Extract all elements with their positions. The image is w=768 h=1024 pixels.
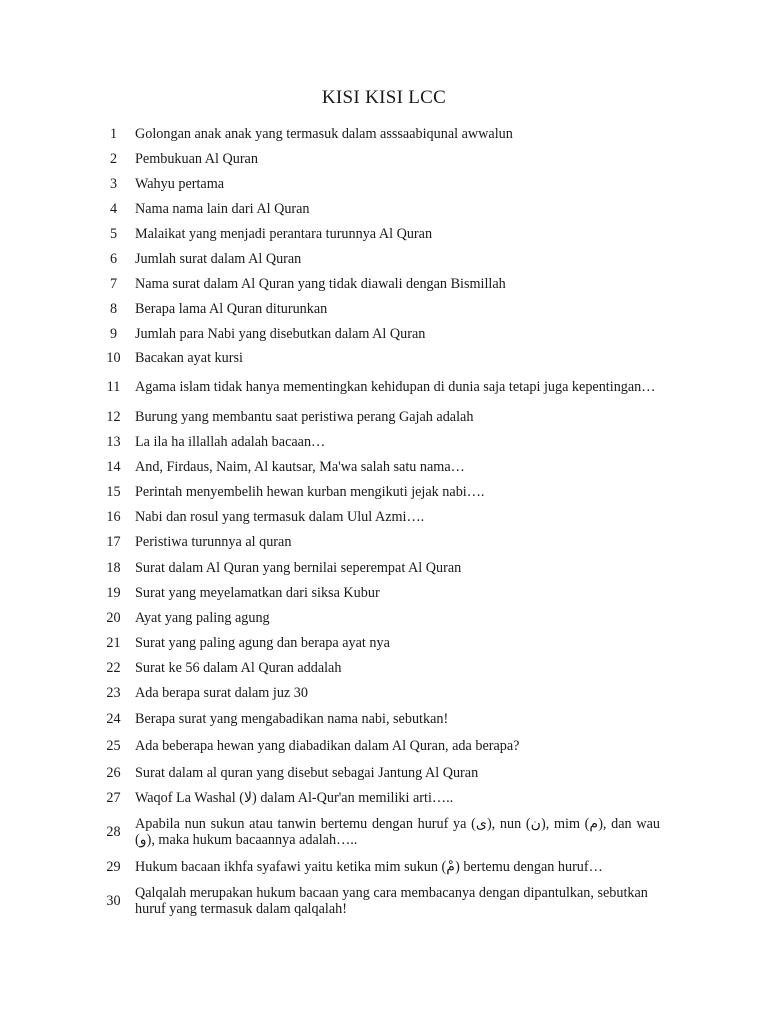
list-item — [92, 454, 660, 479]
list-item — [92, 705, 660, 732]
page-title: KISI KISI LCC — [321, 87, 447, 108]
list-item — [92, 555, 660, 580]
list-item — [92, 504, 660, 529]
item-text: Qalqalah merupakan hukum bacaan yang cara membacanya dengan dipantulkan, sebutkan huruf yang termasuk dalam qalqalah! — [135, 885, 648, 917]
list-item — [92, 529, 660, 555]
list-item — [92, 853, 660, 881]
item-number: 28 — [106, 823, 121, 840]
item-text: Waqof La Washal (لا) dalam Al-Qur'an memiliki arti….. — [135, 789, 454, 806]
item-number: 18 — [106, 559, 121, 576]
list-item — [92, 346, 660, 370]
list-item — [92, 479, 660, 504]
list-item — [92, 655, 660, 680]
item-text: Ada berapa surat dalam juz 30 — [135, 684, 308, 701]
item-text: Ada beberapa hewan yang diabadikan dalam Al Quran, ada berapa? — [135, 738, 520, 754]
item-number: 26 — [106, 764, 121, 781]
item-number: 15 — [106, 483, 121, 500]
item-number: 10 — [106, 350, 121, 366]
item-number: 22 — [106, 659, 121, 676]
item-text: Nama surat dalam Al Quran yang tidak diawali dengan Bismillah — [135, 275, 506, 292]
item-number: 21 — [106, 634, 121, 651]
item-text: Surat yang paling agung dan berapa ayat nya — [135, 634, 390, 651]
item-text: Burung yang membantu saat peristiwa perang Gajah adalah — [135, 408, 474, 425]
item-number: 2 — [109, 150, 118, 167]
item-number: 11 — [106, 379, 121, 395]
item-text: Pembukuan Al Quran — [135, 150, 258, 167]
item-number: 12 — [106, 408, 121, 425]
item-number: 23 — [106, 684, 121, 701]
list-item — [92, 196, 660, 221]
item-number: 20 — [106, 609, 121, 626]
item-number: 24 — [106, 710, 121, 727]
list-item — [92, 321, 660, 346]
item-text: Apabila nun sukun atau tanwin bertemu dengan huruf ya (ى), nun (ن), mim (م), dan wau (و), maka hukum bacaannya adalah….. — [135, 815, 660, 848]
list-item — [92, 271, 660, 296]
item-number: 19 — [106, 584, 121, 601]
item-text: Nama nama lain dari Al Quran — [135, 200, 310, 217]
item-text: Jumlah surat dalam Al Quran — [135, 250, 302, 267]
question-list — [92, 121, 660, 921]
item-number: 29 — [106, 859, 121, 875]
item-text: Perintah menyembelih hewan kurban mengikuti jejak nabi…. — [135, 483, 485, 500]
item-number: 1 — [109, 125, 118, 142]
list-item — [92, 146, 660, 171]
item-text: Bacakan ayat kursi — [135, 350, 243, 366]
list-item — [92, 785, 660, 810]
item-text: Malaikat yang menjadi perantara turunnya Al Quran — [135, 225, 433, 242]
list-item — [92, 404, 660, 429]
list-item — [92, 732, 660, 760]
list-item — [92, 296, 660, 321]
list-item — [92, 171, 660, 196]
list-item — [92, 810, 660, 853]
list-item — [92, 630, 660, 655]
item-number: 6 — [109, 250, 118, 267]
item-text: Hukum bacaan ikhfa syafawi yaitu ketika mim sukun (مْ) bertemu dengan huruf… — [135, 859, 603, 875]
item-number: 25 — [106, 738, 121, 754]
item-number: 7 — [109, 275, 118, 292]
list-item — [92, 121, 660, 146]
list-item — [92, 605, 660, 630]
item-number: 17 — [106, 534, 121, 550]
item-number: 13 — [106, 433, 121, 450]
list-item — [92, 370, 660, 404]
item-number: 3 — [109, 175, 118, 192]
item-text: Agama islam tidak hanya mementingkan kehidupan di dunia saja tetapi juga kepentingan… — [135, 379, 656, 395]
item-number: 8 — [109, 300, 118, 317]
list-item — [92, 246, 660, 271]
item-text: Berapa lama Al Quran diturunkan — [135, 300, 328, 317]
item-number: 27 — [106, 789, 121, 806]
item-number: 5 — [109, 225, 118, 242]
list-item — [92, 429, 660, 454]
list-item — [92, 881, 660, 921]
item-text: Surat dalam al quran yang disebut sebagai Jantung Al Quran — [135, 764, 479, 781]
list-item — [92, 680, 660, 705]
item-text: Ayat yang paling agung — [135, 609, 270, 626]
item-text: La ila ha illallah adalah bacaan… — [135, 433, 326, 450]
item-text: Jumlah para Nabi yang disebutkan dalam Al Quran — [135, 325, 426, 342]
item-text: And, Firdaus, Naim, Al kautsar, Ma'wa salah satu nama… — [135, 458, 465, 475]
list-item — [92, 580, 660, 605]
list-item — [92, 221, 660, 246]
item-number: 4 — [109, 200, 118, 217]
item-number: 30 — [106, 893, 121, 909]
item-text: Surat dalam Al Quran yang bernilai seperempat Al Quran — [135, 559, 462, 576]
item-number: 16 — [106, 508, 121, 525]
item-text: Berapa surat yang mengabadikan nama nabi, sebutkan! — [135, 710, 449, 727]
item-text: Golongan anak anak yang termasuk dalam asssaabiqunal awwalun — [135, 125, 513, 142]
item-text: Peristiwa turunnya al quran — [135, 534, 292, 550]
item-text: Surat ke 56 dalam Al Quran addalah — [135, 659, 342, 676]
item-text: Wahyu pertama — [135, 175, 225, 192]
item-number: 14 — [106, 458, 121, 475]
item-text: Nabi dan rosul yang termasuk dalam Ulul Azmi…. — [135, 508, 425, 525]
item-text: Surat yang meyelamatkan dari siksa Kubur — [135, 584, 380, 601]
list-item — [92, 760, 660, 785]
item-number: 9 — [109, 325, 118, 342]
